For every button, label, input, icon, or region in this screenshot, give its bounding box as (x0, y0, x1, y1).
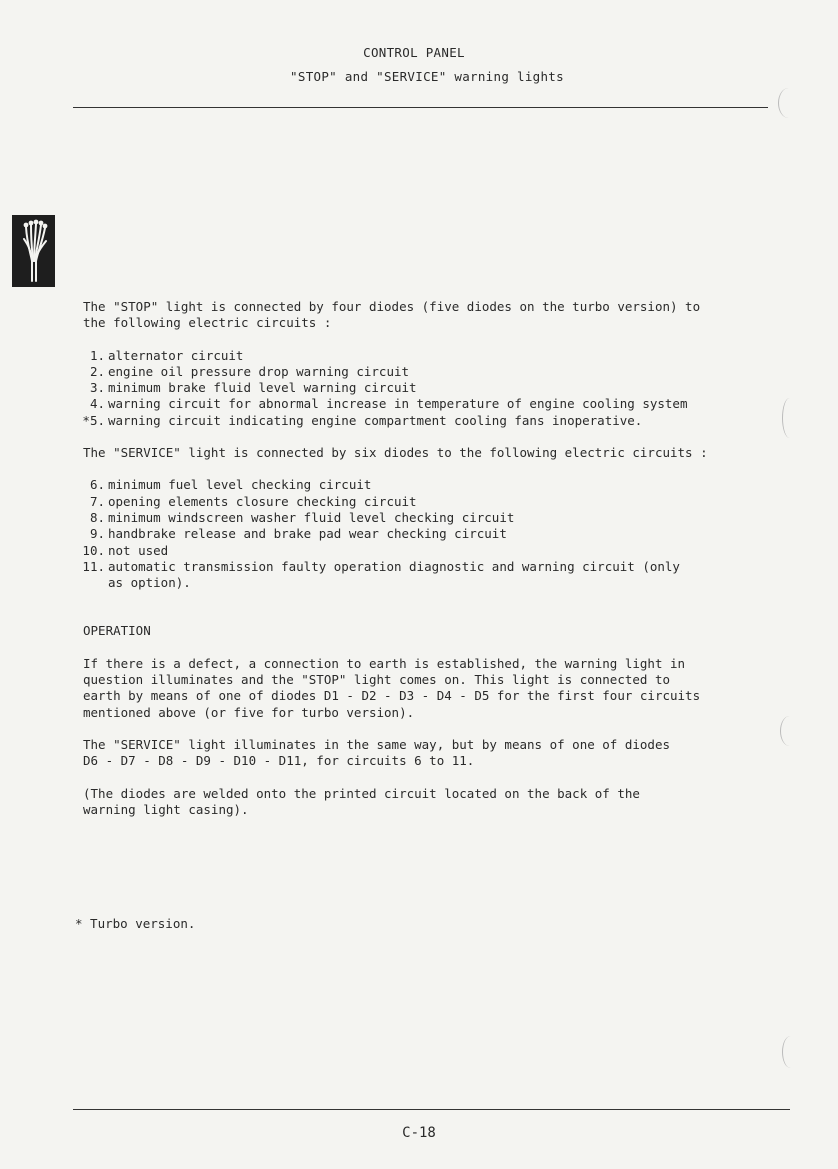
list-number: 6. (89, 477, 105, 493)
scan-mark (780, 716, 799, 746)
list-item (83, 510, 783, 526)
list-number: *5. (82, 412, 105, 428)
service-intro: The "SERVICE" light is connected by six diodes to the following electric circuits : (83, 445, 708, 461)
list-text: minimum windscreen washer fluid level checking circuit (108, 509, 515, 525)
footnote: * Turbo version. (75, 916, 196, 931)
list-number: 10. (82, 542, 105, 558)
footer-rule (73, 1109, 790, 1110)
list-number: 3. (89, 380, 105, 396)
operation-paragraph: (The diodes are welded onto the printed circuit located on the back of the warning light casing). (83, 785, 640, 817)
scan-mark (782, 398, 797, 438)
list-item (83, 413, 783, 429)
list-number: 7. (89, 493, 105, 509)
list-item (83, 559, 783, 592)
list-item (83, 526, 783, 542)
stop-intro: The "STOP" light is connected by four diodes (five diodes on the turbo version) to the following electric circuits : (83, 299, 701, 331)
list-text: minimum fuel level checking circuit (108, 477, 372, 493)
list-number: 4. (89, 396, 105, 412)
list-number: 9. (89, 526, 105, 542)
page-number: C-18 (402, 1125, 436, 1141)
list-number: 2. (89, 363, 105, 379)
page-title: CONTROL PANEL (363, 45, 465, 60)
list-item (83, 494, 783, 510)
page-subtitle: "STOP" and "SERVICE" warning lights (290, 69, 564, 84)
list-text: minimum brake fluid level warning circuit (108, 380, 417, 396)
list-text: warning circuit indicating engine compartment cooling fans inoperative. (108, 412, 643, 428)
list-number: 8. (89, 509, 105, 525)
header-rule (73, 107, 768, 108)
wiring-harness-icon (12, 215, 55, 287)
document-body (83, 299, 783, 818)
service-circuit-list (83, 477, 783, 591)
list-text: engine oil pressure drop warning circuit (108, 363, 410, 379)
list-item (83, 364, 783, 380)
list-number: 11. (82, 558, 105, 574)
operation-paragraph: If there is a defect, a connection to earth is established, the warning light in question illuminates and the "STOP" light comes on. This light is connected to earth by means of one of diodes D1 - D2 - D3 - D4 - D5 for the first four circuits mentioned above (or five for turbo version). (83, 655, 701, 720)
list-text: automatic transmission faulty operation diagnostic and warning circuit (only as option). (108, 558, 680, 591)
list-item (83, 396, 783, 412)
list-number: 1. (89, 347, 105, 363)
scan-mark (778, 88, 799, 118)
scan-mark (782, 1036, 799, 1068)
operation-paragraph: The "SERVICE" light illuminates in the same way, but by means of one of diodes D6 - D7 - D8 - D9 - D10 - D11, for circuits 6 to 11. (83, 736, 670, 769)
list-text: alternator circuit (108, 347, 244, 363)
list-text: warning circuit for abnormal increase in temperature of engine cooling system (108, 396, 688, 412)
section-heading: OPERATION (83, 623, 151, 639)
list-text: opening elements closure checking circuit (108, 493, 417, 509)
list-item (83, 348, 783, 364)
list-item (83, 543, 783, 559)
list-text: handbrake release and brake pad wear checking circuit (108, 526, 507, 542)
list-item (83, 380, 783, 396)
list-text: not used (108, 542, 169, 558)
stop-circuit-list (83, 348, 783, 429)
list-item (83, 477, 783, 493)
